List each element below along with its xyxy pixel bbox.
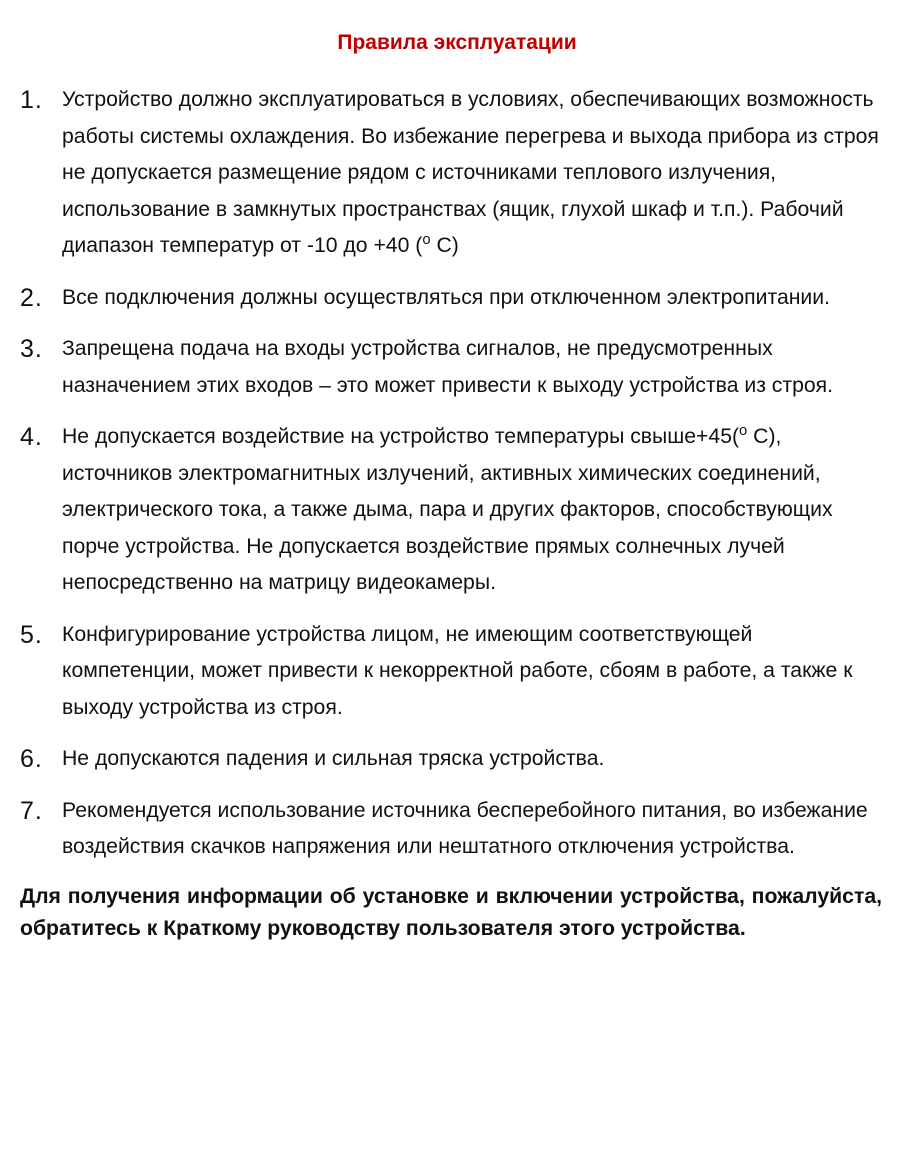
rule-number: 5.: [20, 620, 43, 649]
degree-superscript: o: [739, 422, 748, 439]
rule-text: [62, 82, 882, 265]
rule-text-part: Запрещена подача на входы устройства сигналов, не предусмотренных назначением этих входов – это может привести к выходу устройства из строя.: [62, 337, 834, 397]
rule-text-part: С), источников электромагнитных излучений, активных химических соединений, электрического тока, а также дыма, пара и других факторов, способствующих порче устройства. Не допускается воздействие прямых солнечных лучей непосредственно на матрицу видеокамеры.: [62, 425, 833, 594]
rule-item-7: [20, 793, 882, 866]
rule-item-4: [20, 419, 882, 602]
rule-text: [62, 617, 882, 727]
rule-text-part: Конфигурирование устройства лицом, не имеющим соответствующей компетенции, может привести к некорректной работе, сбоям в работе, а также к выходу устройства из строя.: [62, 622, 853, 719]
page-title: Правила эксплуатации: [337, 31, 577, 54]
rule-item-1: [20, 82, 882, 265]
footer-note: Для получения информации об установке и включении устройства, пожалуйста, обратитесь к Краткому руководству пользователя этого устройства.: [20, 884, 882, 940]
rule-text: [62, 741, 882, 778]
rule-item-6: [20, 741, 882, 778]
rule-text-part: С): [430, 234, 459, 257]
rule-number: 3.: [20, 335, 43, 363]
rule-text: [62, 280, 882, 317]
rule-text-part: Устройство должно эксплуатироваться в условиях, обеспечивающих возможность работы системы охлаждения. Во избежание перегрева и выхода прибора из строя не допускается размещение рядом с источниками теплового излучения, использование в замкнутых пространствах (ящик, глухой шкаф и т.п.). Рабочий диапазон температур от -10 до +40 (: [62, 88, 879, 257]
rule-text-part: Все подключения должны осуществляться при отключенном электропитании.: [62, 285, 830, 309]
degree-superscript: o: [422, 231, 431, 248]
rule-item-3: [20, 331, 882, 404]
rule-number: 4.: [20, 423, 43, 451]
rule-number: 6.: [20, 745, 43, 773]
rule-number: 2.: [20, 283, 43, 312]
rule-item-5: [20, 617, 882, 727]
rule-text-part: Рекомендуется использование источника бесперебойного питания, во избежание воздействия скачков напряжения или нештатного отключения устройства.: [62, 798, 868, 858]
rule-item-2: [20, 280, 882, 317]
rule-number: 1.: [20, 86, 43, 114]
rule-text: [62, 331, 882, 404]
rule-text-part: Не допускается воздействие на устройство температуры свыше+45(: [62, 425, 740, 448]
rule-text-part: Не допускаются падения и сильная тряска устройства.: [62, 747, 605, 770]
rules-list: [20, 82, 882, 866]
rule-text: [62, 419, 882, 602]
rule-text: [62, 793, 882, 866]
rule-number: 7.: [20, 796, 43, 825]
